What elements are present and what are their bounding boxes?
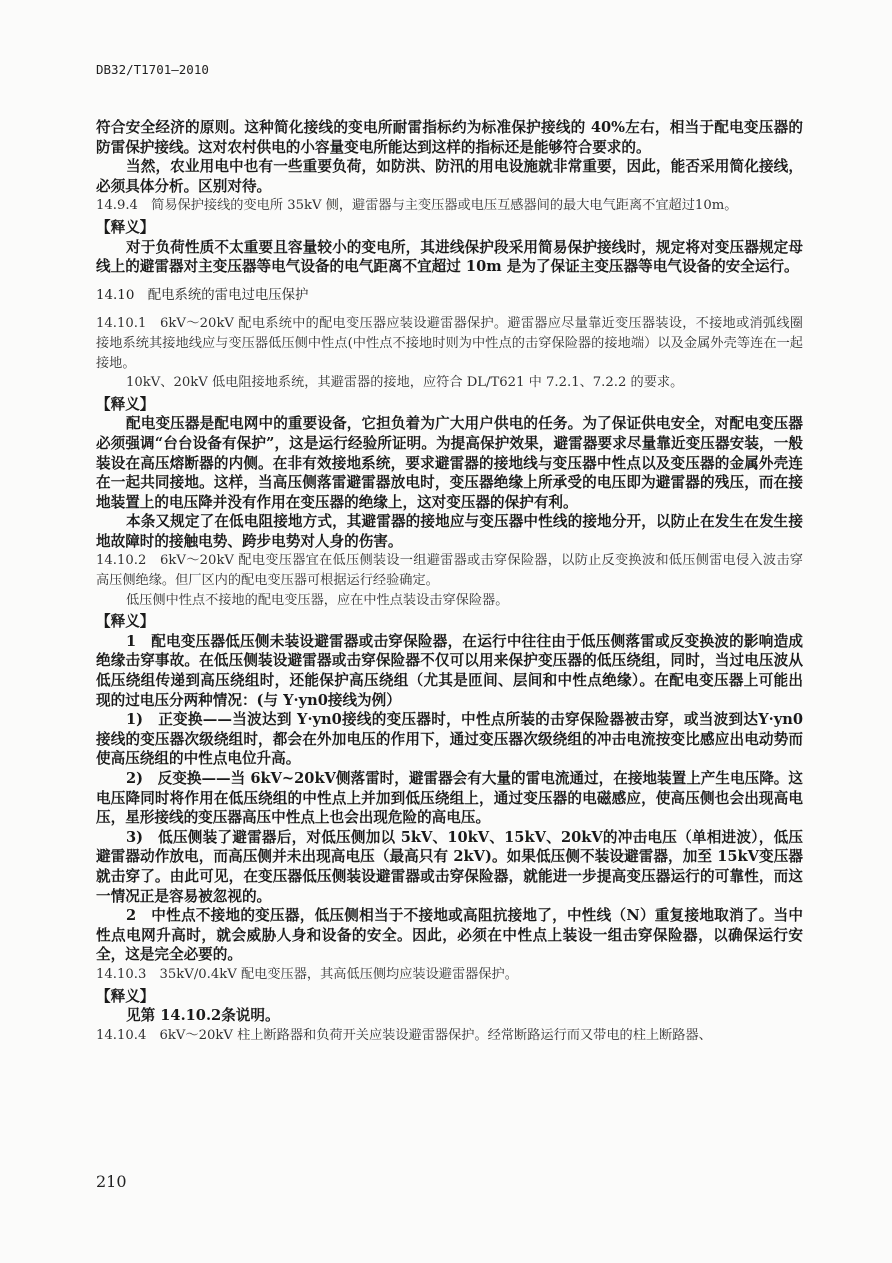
paragraph: 1 配电变压器低压侧未装设避雷器或击穿保险器，在运行中往往由于低压侧落雷或反变换波的影响造成绝缘击穿事故。在低压侧装设避雷器或击穿保险器不仅可以用来保护变压器的低压绕组，同时，当过电压波从低压绕组传递到高压绕组时，还能保护高压绕组（尤其是匝间、层间和中性点绝缘）。在配电变压器上可能出现的过电压分两种情况：(与 Y·yn0接线为例） [96,632,803,709]
paragraph: 低压侧中性点不接地的配电变压器，应在中性点装设击穿保险器。 [126,592,509,608]
interpretation-heading: 【释义】 [96,218,155,236]
paragraph: 本条又规定了在低电阻接地方式，其避雷器的接地应与变压器中性线的接地分开，以防止在发生在发生接地故障时的接触电势、跨步电势对人身的伤害。 [96,513,803,550]
paragraph: 2 中性点不接地的变压器，低压侧相当于不接地或高阻抗接地了，中性线（N）重复接地取消了。当中性点电网升高时，就会威胁人身和设备的安全。因此，必须在中性点上装设一组击穿保险器，以确保运行安全，这是完全必要的。 [96,907,803,964]
paragraph: 配电变压器是配电网中的重要设备，它担负着为广大用户供电的任务。为了保证供电安全，对配电变压器必须强调“台台设备有保护”，这是运行经验所证明。为提高保护效果，避雷器要求尽量靠近变压器安装，一般装设在高压熔断器的内侧。在非有效接地系统，要求避雷器的接地线与变压器中性点以及变压器的金属外壳连在一起共同接地。这样，当高压侧落雷避雷器放电时，变压器绝缘上所承受的电压即为避雷器的残压，而在接地装置上的电压降并没有作用在变压器的绝缘上，这对变压器的保护有利。 [96,415,803,511]
interpretation-heading: 【释义】 [96,613,155,631]
paragraph: 10kV、20kV 低电阻接地系统，其避雷器的接地，应符合 DL/T621 中 7.2.1、7.2.2 的要求。 [126,375,684,391]
list-item: 3) 低压侧装了避雷器后，对低压侧加以 5kV、10kV、15kV、20kV的冲击电压（单相进波），低压避雷器动作放电，而高压侧并未出现高电压（最高只有 2kV)。如果低压侧不装设避雷器，加至 15kV变压器就击穿了。由此可见，在变压器低压侧装设避雷器或击穿保险器，就能进一步提高变压器运行的可靠性，而这一情况正是容易被忽视的。 [96,828,803,905]
paragraph: 见第 14.10.2条说明。 [126,1007,280,1025]
list-item: 1) 正变换——当波达到 Y·yn0接线的变压器时，中性点所装的击穿保险器被击穿，或当波到达Y·yn0接线的变压器次级绕组时，都会在外加电压的作用下，通过变压器次级绕组的冲击电流按变比感应出电动势而使高压绕组的中性点电位升高。 [96,711,803,768]
list-item: 2) 反变换——当 6kV~20kV侧落雷时，避雷器会有大量的雷电流通过，在接地装置上产生电压降。这电压降同时将作用在低压绕组的中性点上并加到低压绕组上，通过变压器的电磁感应，使高压侧也会出现高电压，星形接线的变压器高压中性点上也会出现危险的高电压。 [96,770,803,827]
page-content [96,118,803,1045]
clause-14-10-3: 14.10.3 35kV/0.4kV 配电变压器，其高低压侧均应装设避雷器保护。 [96,966,518,982]
paragraph: 当然，农业用电中也有一些重要负荷，如防洪、防汛的用电设施就非常重要，因此，能否采用简化接线，必须具体分析。区别对待。 [96,158,803,195]
paragraph: 符合安全经济的原则。这种简化接线的变电所耐雷指标约为标准保护接线的 40%左右，相当于配电变压器的防雷保护接线。这对农村供电的小容量变电所能达到这样的指标还是能够符合要求的。 [96,119,803,156]
clause-14-9-4: 14.9.4 简易保护接线的变电所 35kV 侧，避雷器与主变压器或电压互感器间的最大电气距离不宜超过10m。 [96,198,738,214]
document-code: DB32/T1701—2010 [96,62,209,77]
section-heading-14-10: 14.10 配电系统的雷电过电压保护 [96,287,309,303]
interpretation-heading: 【释义】 [96,987,155,1005]
clause-14-10-1: 14.10.1 6kV～20kV 配电系统中的配电变压器应装设避雷器保护。避雷器应尽量靠近变压器装设，不接地或消弧线圈接地系统其接地线应与变压器低压侧中性点(中性点不接地时则为中性点的击穿保险器的接地端）以及金属外壳等连在一起接地。 [96,316,803,371]
paragraph: 对于负荷性质不太重要且容量较小的变电所，其进线保护段采用简易保护接线时，规定将对变压器规定母线上的避雷器对主变压器等电气设备的电气距离不宜超过 10m 是为了保证主变压器等电气设备的安全运行。 [96,238,803,276]
interpretation-heading: 【释义】 [96,395,155,413]
clause-14-10-2: 14.10.2 6kV～20kV 配电变压器宜在低压侧装设一组避雷器或击穿保险器，以防止反变换波和低压侧雷电侵入波击穿高压侧绝缘。但厂区内的配电变压器可根据运行经验确定。 [96,553,803,589]
page-number: 210 [96,1172,127,1191]
clause-14-10-4: 14.10.4 6kV～20kV 柱上断路器和负荷开关应装设避雷器保护。经常断路运行而又带电的柱上断路器、 [96,1027,712,1043]
